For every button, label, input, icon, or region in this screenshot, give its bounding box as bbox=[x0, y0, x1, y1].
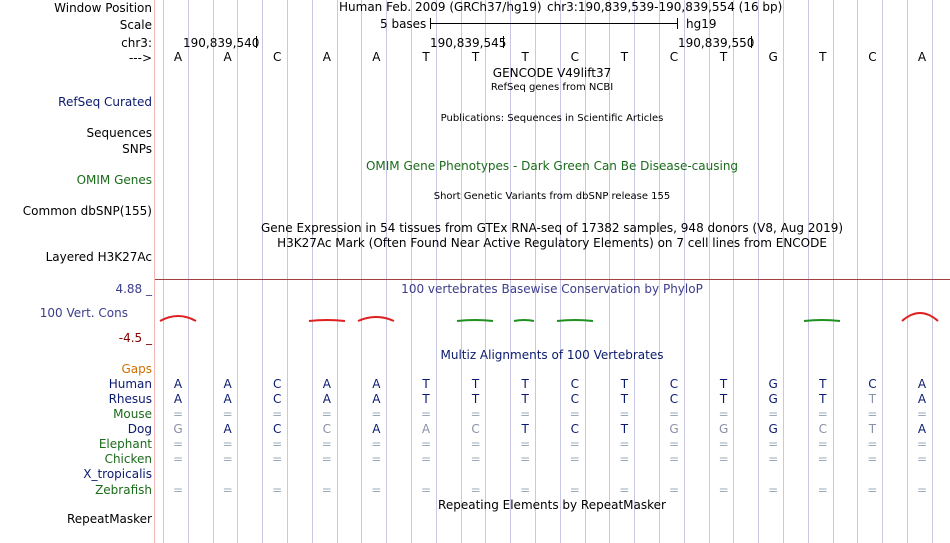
alignment-base: A bbox=[173, 392, 183, 406]
conservation-wiggle bbox=[309, 320, 345, 321]
alignment-base: A bbox=[372, 392, 381, 406]
vert-cons-label[interactable]: 100 Vert. Cons bbox=[39, 306, 128, 320]
alignment-base: = bbox=[718, 452, 729, 466]
alignment-base: = bbox=[768, 452, 779, 466]
alignment-base: = bbox=[222, 407, 233, 421]
scale-bar-db: hg19 bbox=[686, 17, 717, 31]
reference-base: C bbox=[570, 50, 579, 64]
alignment-base: A bbox=[322, 377, 331, 391]
alignment-base: = bbox=[272, 452, 283, 466]
alignment-base: = bbox=[619, 452, 630, 466]
alignment-base: C bbox=[322, 422, 331, 436]
alignment-base: T bbox=[422, 377, 430, 391]
alignment-base: T bbox=[521, 422, 529, 436]
alignment-base: = bbox=[420, 407, 432, 421]
omim-track-title[interactable]: OMIM Gene Phenotypes - Dark Green Can Be Disease-causing bbox=[365, 159, 739, 173]
tick-label: 190,839,540 bbox=[183, 36, 260, 50]
alignment-base: A bbox=[322, 392, 331, 406]
conservation-wiggle bbox=[457, 320, 493, 321]
alignment-base: = bbox=[817, 407, 828, 421]
alignment-base: = bbox=[867, 452, 878, 466]
alignment-base: A bbox=[917, 392, 927, 406]
alignment-base: = bbox=[768, 437, 779, 451]
gencode-track-title[interactable]: GENCODE V49lift37 bbox=[492, 66, 612, 80]
conservation-wiggle bbox=[358, 317, 394, 321]
alignment-base: = bbox=[420, 437, 432, 451]
refseq-track-subtitle[interactable]: RefSeq genes from NCBI bbox=[490, 82, 614, 93]
alignment-base: A bbox=[421, 422, 431, 436]
alignment-base: = bbox=[668, 437, 680, 451]
alignment-base: G bbox=[768, 392, 778, 406]
species-label-mouse[interactable]: Mouse bbox=[113, 407, 152, 421]
alignment-base: T bbox=[868, 392, 877, 406]
alignment-base: = bbox=[916, 437, 928, 451]
alignment-base: C bbox=[570, 392, 579, 406]
alignment-base: C bbox=[669, 392, 679, 406]
reference-base: C bbox=[868, 50, 877, 64]
alignment-base: = bbox=[272, 407, 283, 421]
alignment-base: A bbox=[223, 392, 232, 406]
gtex-track-title[interactable]: Gene Expression in 54 tissues from GTEx RNA-seq of 17382 samples, 948 donors (V8, Aug 2019) bbox=[260, 221, 844, 235]
alignment-base: A bbox=[372, 377, 381, 391]
alignment-base: = bbox=[371, 483, 382, 497]
multiz-track-title[interactable]: Multiz Alignments of 100 Vertebrates bbox=[440, 348, 664, 362]
alignment-base: T bbox=[620, 377, 629, 391]
alignment-base: = bbox=[867, 407, 878, 421]
conservation-min-label: -4.5 _ bbox=[118, 331, 152, 345]
alignment-base: = bbox=[520, 452, 531, 466]
reference-base: A bbox=[223, 50, 232, 64]
alignment-base: = bbox=[321, 437, 332, 451]
alignment-base: A bbox=[223, 422, 232, 436]
alignment-base: = bbox=[668, 452, 680, 466]
alignment-base: A bbox=[173, 377, 183, 391]
alignment-base: = bbox=[222, 483, 233, 497]
reference-base: A bbox=[322, 50, 331, 64]
alignment-base: = bbox=[619, 483, 630, 497]
alignment-base: = bbox=[718, 407, 729, 421]
scale-label: Scale bbox=[119, 18, 152, 32]
species-label-elephant[interactable]: Elephant bbox=[98, 437, 152, 451]
alignment-base: = bbox=[520, 407, 531, 421]
layered-h3k27ac-label[interactable]: Layered H3K27Ac bbox=[45, 250, 152, 264]
alignment-base: = bbox=[867, 483, 878, 497]
alignment-base: T bbox=[819, 392, 827, 406]
alignment-base: A bbox=[372, 422, 381, 436]
alignment-base: = bbox=[321, 452, 332, 466]
alignment-base: = bbox=[470, 483, 481, 497]
publications-track-title[interactable]: Publications: Sequences in Scientific Articles bbox=[440, 113, 664, 124]
alignment-base: = bbox=[569, 437, 580, 451]
alignment-base: C bbox=[669, 377, 679, 391]
alignment-base: C bbox=[272, 422, 282, 436]
alignment-base: = bbox=[172, 483, 184, 497]
alignment-base: = bbox=[569, 407, 580, 421]
alignment-base: G bbox=[669, 422, 679, 436]
reference-base: T bbox=[719, 50, 728, 64]
alignment-base: = bbox=[470, 407, 481, 421]
position-readout: chr3:190,839,539-190,839,554 (16 bp) bbox=[547, 0, 783, 14]
alignment-base: G bbox=[768, 422, 778, 436]
alignment-base: = bbox=[520, 437, 531, 451]
alignment-base: C bbox=[868, 377, 877, 391]
alignment-base: T bbox=[471, 377, 480, 391]
alignment-base: T bbox=[521, 377, 529, 391]
alignment-base: = bbox=[371, 437, 382, 451]
alignment-base: = bbox=[172, 437, 184, 451]
alignment-base: T bbox=[422, 392, 430, 406]
species-label-zebrafish[interactable]: Zebrafish bbox=[95, 483, 152, 497]
repeatmasker-track-title[interactable]: Repeating Elements by RepeatMasker bbox=[438, 498, 666, 512]
gaps-label[interactable]: Gaps bbox=[121, 362, 152, 376]
alignment-base: = bbox=[420, 452, 432, 466]
conservation-track-title[interactable]: 100 vertebrates Basewise Conservation by PhyloP bbox=[401, 282, 703, 296]
h3k27ac-track-title[interactable]: H3K27Ac Mark (Often Found Near Active Regulatory Elements) on 7 cell lines from ENCODE bbox=[277, 236, 827, 250]
alignment-base: = bbox=[668, 407, 680, 421]
alignment-base: T bbox=[521, 392, 529, 406]
alignment-base: = bbox=[768, 483, 779, 497]
tick-label: 190,839,550 bbox=[678, 36, 755, 50]
conservation-wiggle bbox=[514, 320, 534, 321]
species-label-chicken[interactable]: Chicken bbox=[104, 452, 152, 466]
conservation-wiggle bbox=[557, 320, 593, 321]
alignment-base: = bbox=[668, 483, 680, 497]
reference-base: T bbox=[521, 50, 529, 64]
alignment-base: A bbox=[223, 377, 232, 391]
reference-base: T bbox=[620, 50, 629, 64]
alignment-base: T bbox=[620, 422, 629, 436]
alignment-base: T bbox=[868, 422, 877, 436]
alignment-base: C bbox=[272, 392, 282, 406]
alignment-base: = bbox=[222, 437, 233, 451]
reference-base: G bbox=[768, 50, 778, 64]
alignment-base: = bbox=[569, 483, 580, 497]
alignment-base: C bbox=[272, 377, 282, 391]
alignment-base: = bbox=[916, 483, 928, 497]
common-dbsnp-label[interactable]: Common dbSNP(155) bbox=[22, 204, 152, 218]
alignment-base: T bbox=[719, 377, 728, 391]
repeatmasker-label[interactable]: RepeatMasker bbox=[66, 512, 152, 526]
alignment-base: C bbox=[570, 422, 579, 436]
reference-base: A bbox=[372, 50, 381, 64]
alignment-base: = bbox=[569, 452, 580, 466]
tick-label: 190,839,545 bbox=[430, 36, 507, 50]
conservation-wiggle bbox=[160, 316, 196, 321]
alignment-base: A bbox=[917, 422, 927, 436]
scale-bar-text: 5 bases bbox=[380, 17, 427, 31]
alignment-base: = bbox=[371, 407, 382, 421]
reference-base: A bbox=[917, 50, 927, 64]
alignment-base: = bbox=[867, 437, 878, 451]
alignment-base: = bbox=[817, 483, 828, 497]
alignment-base: G bbox=[768, 377, 778, 391]
alignment-base: = bbox=[272, 483, 283, 497]
alignment-base: = bbox=[718, 483, 729, 497]
alignment-base: = bbox=[371, 452, 382, 466]
alignment-base: = bbox=[172, 452, 184, 466]
sequences-label[interactable]: Sequences bbox=[86, 126, 152, 140]
species-label-x-tropicalis[interactable]: X_tropicalis bbox=[83, 467, 152, 481]
omim-genes-label[interactable]: OMIM Genes bbox=[76, 173, 152, 187]
alignment-base: = bbox=[619, 437, 630, 451]
alignment-base: C bbox=[570, 377, 579, 391]
alignment-base: = bbox=[718, 437, 729, 451]
alignment-base: = bbox=[321, 407, 332, 421]
alignment-base: = bbox=[172, 407, 184, 421]
alignment-base: = bbox=[520, 483, 531, 497]
species-label-dog[interactable]: Dog bbox=[127, 422, 152, 436]
reference-base: A bbox=[173, 50, 183, 64]
assembly-title: Human Feb. 2009 (GRCh37/hg19) bbox=[339, 0, 542, 14]
window-position-label: Window Position bbox=[54, 1, 152, 15]
alignment-base: = bbox=[222, 452, 233, 466]
strand-label[interactable]: ---> bbox=[128, 51, 152, 65]
alignment-base: = bbox=[817, 437, 828, 451]
reference-base: C bbox=[272, 50, 282, 64]
alignment-base: A bbox=[917, 377, 927, 391]
alignment-base: = bbox=[470, 437, 481, 451]
alignment-base: T bbox=[719, 392, 728, 406]
alignment-base: = bbox=[916, 407, 928, 421]
alignment-base: = bbox=[916, 452, 928, 466]
reference-base: T bbox=[819, 50, 827, 64]
reference-base: T bbox=[422, 50, 430, 64]
snps-label[interactable]: SNPs bbox=[122, 142, 152, 156]
refseq-curated-label[interactable]: RefSeq Curated bbox=[58, 95, 152, 109]
alignment-base: = bbox=[420, 483, 432, 497]
species-label-human[interactable]: Human bbox=[108, 377, 152, 391]
alignment-base: = bbox=[817, 452, 828, 466]
alignment-base: = bbox=[272, 437, 283, 451]
alignment-base: T bbox=[471, 392, 480, 406]
alignment-base: = bbox=[768, 407, 779, 421]
dbsnp-track-title[interactable]: Short Genetic Variants from dbSNP release 155 bbox=[433, 191, 671, 202]
alignment-base: G bbox=[718, 422, 729, 436]
alignment-base: = bbox=[470, 452, 481, 466]
alignment-base: T bbox=[620, 392, 629, 406]
reference-base: C bbox=[669, 50, 679, 64]
alignment-base: = bbox=[619, 407, 630, 421]
alignment-base: G bbox=[173, 422, 183, 436]
alignment-base: C bbox=[471, 422, 480, 436]
alignment-base: T bbox=[819, 377, 827, 391]
conservation-wiggle bbox=[804, 320, 840, 321]
conservation-max-label: 4.88 _ bbox=[115, 282, 152, 296]
reference-base: T bbox=[471, 50, 480, 64]
alignment-base: = bbox=[321, 483, 332, 497]
chrom-label: chr3: bbox=[121, 36, 152, 50]
species-label-rhesus[interactable]: Rhesus bbox=[108, 392, 152, 406]
alignment-base: C bbox=[818, 422, 827, 436]
